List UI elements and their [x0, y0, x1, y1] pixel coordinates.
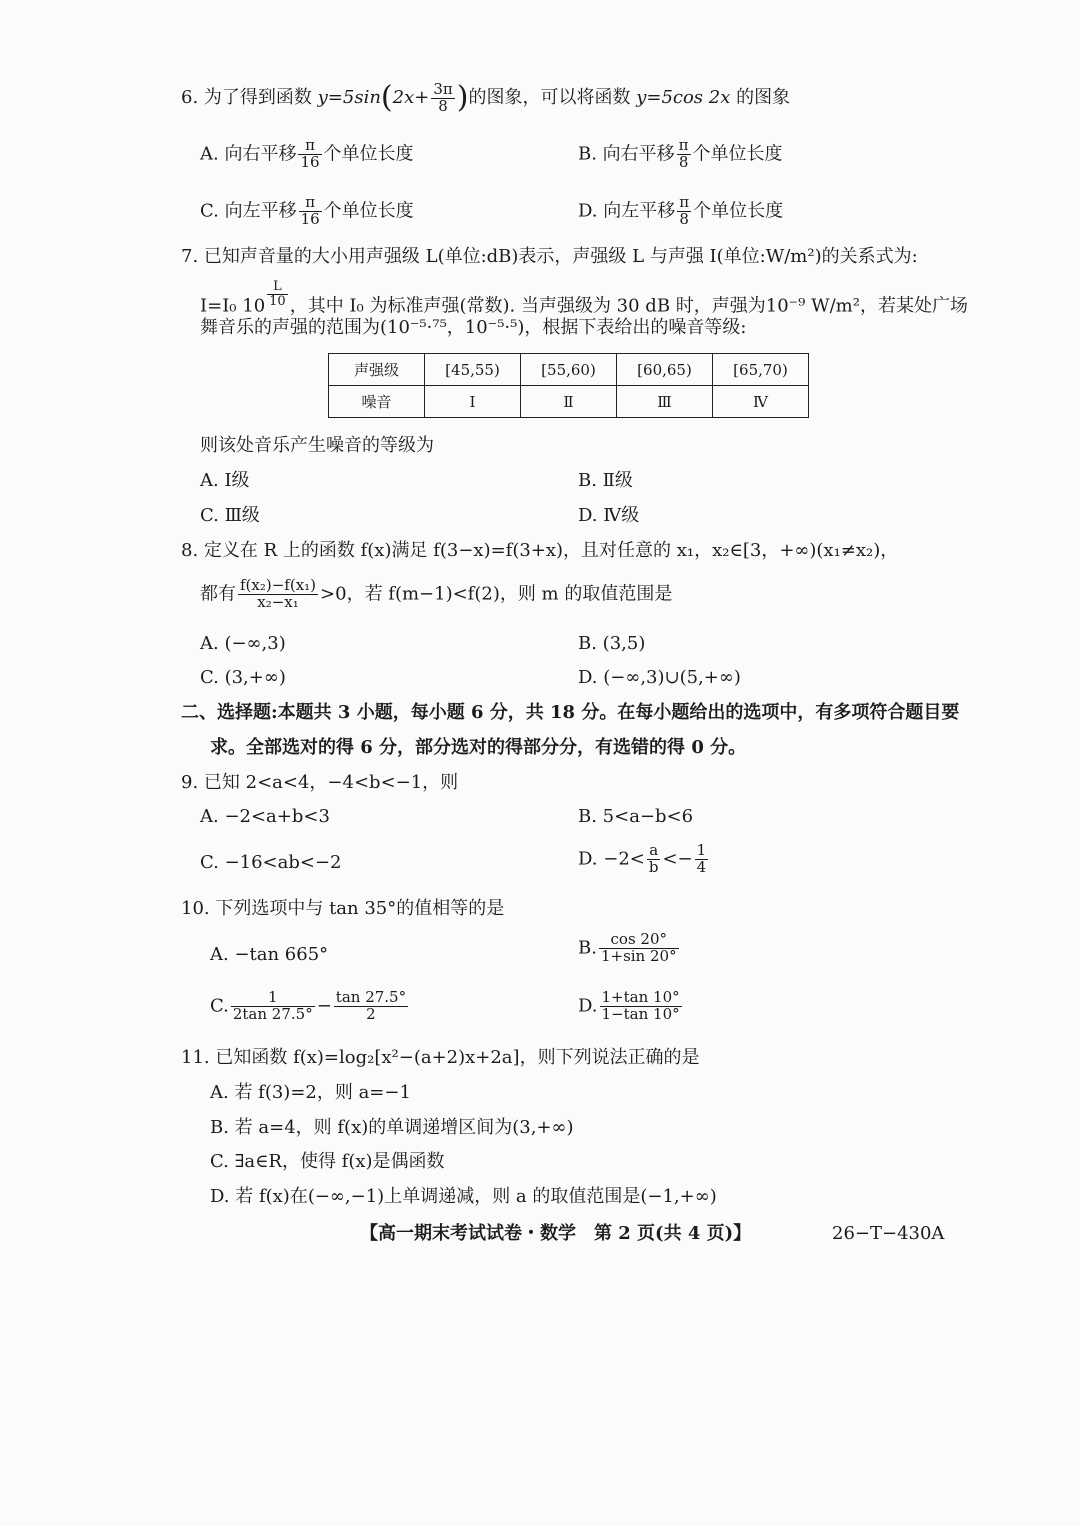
table-cell: Ⅱ — [521, 386, 617, 418]
table-cell: [45,55) — [425, 354, 521, 386]
q6-option-b: B. 向右平移 $\frac{\pi}{8}$ 个单位长度 — [578, 136, 783, 171]
table-cell: [55,60) — [521, 354, 617, 386]
q7-line2: I=I₀ 10 $^{\frac{L}{10}}$ ，其中 I₀ 为标准声强(常数). 当声强级为 30 dB 时，声强为10⁻⁹ W/m²，若某处广场 — [200, 279, 968, 317]
section2-heading-cont: 求。全部选对的得 6 分，部分选对的得部分分，有选错的得 0 分。 — [210, 737, 747, 758]
table-row — [329, 354, 809, 386]
q8-option-b: B. (3,5) — [578, 633, 646, 654]
q6-option-d: D. 向左平移 $\frac{\pi}{8}$ 个单位长度 — [578, 193, 784, 228]
section2-heading: 二、选择题:本题共 3 小题，每小题 6 分，共 18 分。在每小题给出的选项中，有多项符合题目要 — [181, 702, 960, 723]
q7-line3: 舞音乐的声强的范围为(10⁻⁵·⁷⁵，10⁻⁵·⁵)，根据下表给出的噪音等级: — [200, 317, 747, 338]
q11-option-c: C. ∃a∈R，使得 f(x)是偶函数 — [210, 1151, 445, 1172]
table-cell: [65,70) — [713, 354, 809, 386]
q11-stem: 11. 已知函数 f(x)=log₂[x²−(a+2)x+2a]，则下列说法正确的是 — [181, 1047, 700, 1068]
q7-option-d: D. Ⅳ级 — [578, 505, 640, 526]
table-row — [329, 386, 809, 418]
table-cell: 声强级 — [329, 354, 425, 386]
q7-line1: 7. 已知声音量的大小用声强级 L(单位:dB)表示，声强级 L 与声强 I(单位:W/m²)的关系式为: — [181, 246, 918, 267]
table-cell: Ⅰ — [425, 386, 521, 418]
q9-option-d: D. −2< $\frac{a}{b}$ <− $\frac{1}{4}$ — [578, 841, 707, 876]
q6-stem: 6. 为了得到函数 y=5sin(2x+ $\frac{3\pi}{8}$ )的图象，可以将函数 y=5cos 2x 的图象 — [181, 79, 791, 115]
q6-option-c: C. 向左平移 $\frac{\pi}{16}$ 个单位长度 — [200, 193, 414, 228]
table-cell: [60,65) — [617, 354, 713, 386]
q9-option-c: C. −16<ab<−2 — [200, 852, 342, 873]
q9-option-a: A. −2<a+b<3 — [200, 806, 330, 827]
q7-option-b: B. Ⅱ级 — [578, 470, 633, 491]
table-cell: Ⅳ — [713, 386, 809, 418]
page-footer-code: 26−T−430A — [832, 1223, 945, 1244]
q11-option-b: B. 若 a=4，则 f(x)的单调递增区间为(3,+∞) — [210, 1117, 574, 1138]
table-cell: Ⅲ — [617, 386, 713, 418]
q7-option-a: A. Ⅰ级 — [200, 470, 250, 491]
q6-option-a: A. 向右平移 $\frac{\pi}{16}$ 个单位长度 — [200, 136, 414, 171]
q10-option-a: A. −tan 665° — [210, 944, 329, 965]
q7-ask: 则该处音乐产生噪音的等级为 — [200, 435, 434, 456]
q8-option-d: D. (−∞,3)∪(5,+∞) — [578, 667, 741, 688]
q10-option-c: C. $\frac{1}{2\tan 27.5^\circ}$ − $\frac{\tan 27.5^\circ}{2}$ — [210, 988, 407, 1023]
page-footer-title: 【高一期末考试试卷・数学 第 2 页(共 4 页)】 — [360, 1223, 752, 1244]
q10-option-b: B. $\frac{\cos 20^\circ}{1+\sin 20^\circ}$ — [578, 930, 677, 965]
q11-option-a: A. 若 f(3)=2，则 a=−1 — [210, 1082, 411, 1103]
q8-line1: 8. 定义在 R 上的函数 f(x)满足 f(3−x)=f(3+x)，且对任意的 x₁，x₂∈[3，+∞)(x₁≠x₂)， — [181, 540, 899, 561]
q10-option-d: D. $\frac{1+\tan 10^\circ}{1-\tan 10^\circ}$ — [578, 988, 680, 1023]
q9-option-b: B. 5<a−b<6 — [578, 806, 694, 827]
q9-stem: 9. 已知 2<a<4，−4<b<−1，则 — [181, 772, 459, 793]
q8-line2: 都有 $\frac{\text{f(x₂)−f(x₁)}}{\text{x₂−x₁}}$ >0，若 f(m−1)<f(2)，则 m 的取值范围是 — [200, 576, 673, 611]
table-cell: 噪音 — [329, 386, 425, 418]
q10-stem: 10. 下列选项中与 tan 35°的值相等的是 — [181, 898, 505, 919]
q8-option-c: C. (3,+∞) — [200, 667, 286, 688]
q7-option-c: C. Ⅲ级 — [200, 505, 260, 526]
noise-level-table — [328, 353, 809, 418]
q11-option-d: D. 若 f(x)在(−∞,−1)上单调递减，则 a 的取值范围是(−1,+∞) — [210, 1186, 717, 1207]
q8-option-a: A. (−∞,3) — [200, 633, 286, 654]
